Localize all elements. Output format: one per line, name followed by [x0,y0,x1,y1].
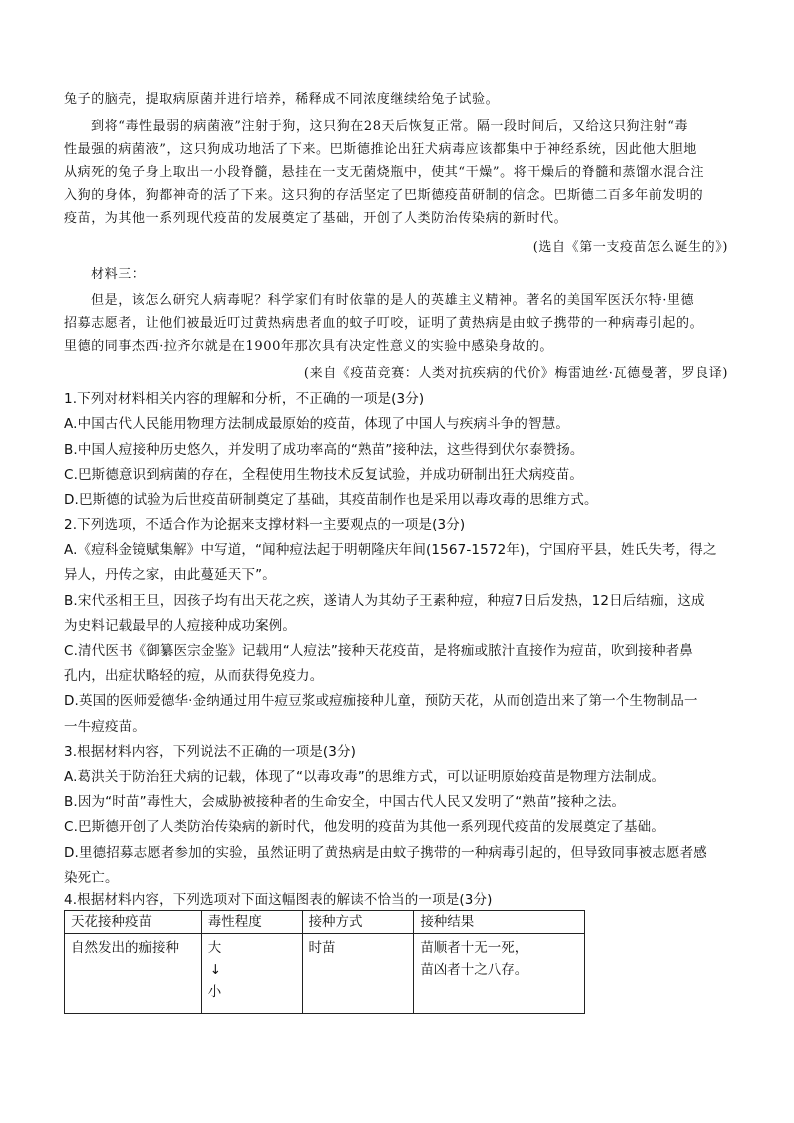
question-3-option-a[interactable]: A.葛洪关于防治狂犬病的记载，体现了“以毒攻毒”的思维方式，可以证明原始疫苗是物理方法制成。 [64,769,666,785]
question-2-option-b-cont: 为史料记载最早的人痘接种成功案例。 [64,618,297,634]
table-header-cell: 天花接种疫苗 [65,911,202,934]
vaccination-table [64,910,585,1014]
material3-label: 材料三： [91,267,146,282]
question-1-stem: 1.下列对材料相关内容的理解和分析，不正确的一项是(3分) [64,391,425,407]
down-arrow-icon: ↓ [209,962,222,978]
question-3-stem: 3.根据材料内容，下列说法不正确的一项是(3分) [64,744,357,760]
material2-paragraph-line: 到将“毒性最弱的病菌液”注射于狗，这只狗在28天后恢复正常。隔一段时间后，又给这只狗注射“毒 [91,119,689,134]
question-4-stem: 4.根据材料内容，下列选项对下面这幅图表的解读不恰当的一项是(3分) [64,892,493,908]
question-3-option-d-cont: 染死亡。 [64,870,119,886]
question-2-option-c[interactable]: C.清代医书《御纂医宗金鉴》记载用“人痘法”接种天花疫苗，是将痂或脓汁直接作为痘苗，吹到接种者鼻 [64,643,693,659]
table-row [65,934,585,1014]
question-2-option-a-cont: 异人，丹传之家，由此蔓延天下”。 [64,567,276,583]
question-3-option-b[interactable]: B.因为“时苗”毒性大，会威胁被接种者的生命安全，中国古代人民又发明了“熟苗”接种之法。 [64,794,626,810]
question-1-option-d[interactable]: D.巴斯德的试验为后世疫苗研制奠定了基础，其疫苗制作也是采用以毒攻毒的思维方式。 [64,492,598,508]
question-1-option-c[interactable]: C.巴斯德意识到病菌的存在，全程使用生物技术反复试验，并成功研制出狂犬病疫苗。 [64,467,584,483]
table-cell-vaccine: 自然发出的痂接种 [65,934,202,1014]
material3-source: (来自《疫苗竞赛：人类对抗疾病的代价》梅雷迪丝·瓦德曼著，罗良译) [303,366,728,381]
toxicity-high: 大 [207,940,222,956]
table-header-cell: 接种方式 [302,911,414,934]
question-1-option-a[interactable]: A.中国古代人民能用物理方法制成最原始的疫苗，体现了中国人与疾病斗争的智慧。 [64,416,569,432]
question-3-option-d[interactable]: D.里德招募志愿者参加的实验，虽然证明了黄热病是由蚊子携带的一种病毒引起的，但导致同事被志愿者感 [64,845,707,861]
table-header-row [65,911,585,934]
result-line: 苗顺者十无一死， [420,940,529,956]
material3-line: 招募志愿者，让他们被最近叮过黄热病患者血的蚊子叮咬，证明了黄热病是由蚊子携带的一种病毒引起的。 [64,316,704,331]
table-header-cell: 接种结果 [414,911,585,934]
question-2-option-d-cont: 一牛痘疫苗。 [64,719,146,735]
material2-paragraph-line: 疫苗，为其他一系列现代疫苗的发展奠定了基础，开创了人类防治传染病的新时代。 [64,211,568,226]
question-2-option-b[interactable]: B.宋代丞相王旦，因孩子均有出天花之疾，遂请人为其幼子王素种痘，种痘7日后发热，12日后结痂，这成 [64,593,705,609]
question-3-option-c[interactable]: C.巴斯德开创了人类防治传染病的新时代，他发明的疫苗为其他一系列现代疫苗的发展奠定了基础。 [64,819,665,835]
table-cell-toxicity [201,934,302,1014]
table-cell-method: 时苗 [302,934,414,1014]
question-1-option-b[interactable]: B.中国人痘接种历史悠久，并发明了成功率高的“熟苗”接种法，这些得到伏尔泰赞扬。 [64,442,584,458]
table-cell-result [414,934,585,1014]
material3-line: 但是，该怎么研究人病毒呢？科学家们有时依靠的是人的英雄主义精神。著名的美国军医沃尔特·里德 [91,293,695,308]
question-2-option-c-cont: 孔内，出症状略轻的痘，从而获得免疫力。 [64,668,324,684]
material2-paragraph-line: 从病死的兔子身上取出一小段脊髓，悬挂在一支无菌烧瓶中，使其“干燥”。将干燥后的脊髓和蒸馏水混合注 [64,165,705,180]
toxicity-low: 小 [207,984,222,1000]
question-2-stem: 2.下列选项，不适合作为论据来支撑材料一主要观点的一项是(3分) [64,517,466,533]
material2-paragraph-line: 兔子的脑壳，提取病原菌并进行培养，稀释成不同浓度继续给兔子试验。 [64,92,500,107]
material2-paragraph-line: 性最强的病菌液”，这只狗成功地活了下来。巴斯德推论出狂犬病毒应该都集中于神经系统，因此他大胆地 [64,142,697,157]
question-2-option-d[interactable]: D.英国的医师爱德华·金纳通过用牛痘豆浆或痘痂接种儿童，预防天花，从而创造出来了第一个生物制品一 [64,693,698,709]
material3-line: 里德的同事杰西·拉齐尔就是在1900年那次具有决定性意义的实验中感染身故的。 [64,339,554,354]
result-line: 苗凶者十之八存。 [420,962,529,978]
question-2-option-a[interactable]: A.《痘科金镜赋集解》中写道，“闻种痘法起于明朝隆庆年间(1567-1572年)，宁国府平县，姓氏失考，得之 [64,542,717,558]
material2-source: (选自《第一支疫苗怎么诞生的》) [532,240,728,255]
table-header-cell: 毒性程度 [201,911,302,934]
material2-paragraph-line: 入狗的身体，狗都神奇的活了下来。这只狗的存活坚定了巴斯德疫苗研制的信念。巴斯德二百多年前发明的 [64,188,704,203]
